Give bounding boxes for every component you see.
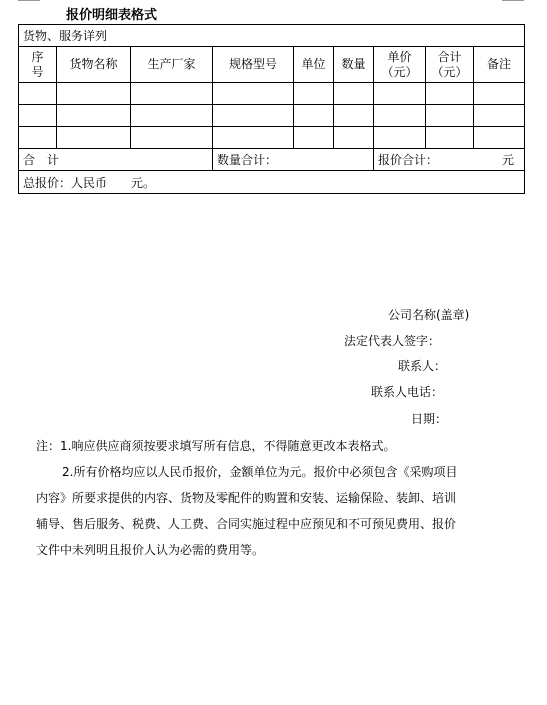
- price-total-label: 报价合计：: [378, 153, 439, 167]
- table-cell: [57, 105, 131, 127]
- section-label: 货物、服务详列: [19, 25, 525, 47]
- blank-rows: [19, 83, 525, 149]
- table-cell: [334, 105, 374, 127]
- header-text: 生产厂家: [147, 57, 196, 71]
- table-cell: [131, 105, 213, 127]
- header-row: [19, 47, 525, 83]
- header-text: 合计: [437, 49, 462, 64]
- header-cell: [19, 47, 57, 83]
- table-cell: [474, 105, 525, 127]
- total-label: 合 计: [19, 149, 213, 171]
- table-cell: [426, 105, 474, 127]
- note-line-3: 内容》所要求提供的内容、货物及零配件的购置和安装、运输保险、装卸、培训: [36, 491, 457, 505]
- note-line-5: 文件中未列明且报价人认为必需的费用等。: [36, 543, 265, 557]
- table-cell: [294, 127, 334, 149]
- price-total-cell: [374, 149, 525, 171]
- table-cell: [57, 127, 131, 149]
- table-row: [19, 127, 525, 149]
- header-text: 数量: [341, 57, 366, 71]
- table-cell: [334, 83, 374, 105]
- table-cell: [131, 83, 213, 105]
- table-cell: [334, 127, 374, 149]
- quantity-total-label: 数量合计：: [213, 149, 374, 171]
- page-title: 报价明细表格式: [66, 8, 158, 23]
- table-cell: [213, 127, 294, 149]
- note-line-1: 注：1.响应供应商须按要求填写所有信息，不得随意更改本表格式。: [36, 439, 396, 453]
- header-cell: [57, 47, 131, 83]
- header-cell: [294, 47, 334, 83]
- table-cell: [19, 83, 57, 105]
- header-cell: [131, 47, 213, 83]
- corner-mark-left: [18, 0, 40, 1]
- note-line-4: 辅导、售后服务、税费、人工费、合同实施过程中应预见和不可预见费用、报价: [36, 517, 457, 531]
- table-cell: [474, 127, 525, 149]
- header-text: （元）: [381, 64, 418, 79]
- table-cell: [374, 83, 426, 105]
- table-cell: [131, 127, 213, 149]
- table-cell: [374, 127, 426, 149]
- grand-total-row: [19, 171, 525, 194]
- table-cell: [294, 83, 334, 105]
- header-text: 备注: [487, 57, 512, 71]
- contact-label: 联系人：: [398, 359, 447, 373]
- table-row: [19, 105, 525, 127]
- note-line-2: 2.所有价格均应以人民币报价，金额单位为元。报价中必须包含《采购项目: [62, 465, 458, 479]
- quote-detail-table: [18, 24, 525, 194]
- table-cell: [19, 127, 57, 149]
- table-cell: [474, 83, 525, 105]
- header-cell: [426, 47, 474, 83]
- company-name-label: 公司名称(盖章): [388, 308, 470, 322]
- table-cell: [57, 83, 131, 105]
- header-text: 号: [31, 64, 44, 79]
- legal-rep-label: 法定代表人签字：: [344, 334, 441, 348]
- header-text: 单价: [387, 49, 412, 64]
- header-text: 单位: [301, 57, 326, 71]
- header-text: （元）: [431, 64, 468, 79]
- header-text: 规格型号: [228, 57, 277, 71]
- table-cell: [294, 105, 334, 127]
- table-cell: [19, 105, 57, 127]
- header-cell: [213, 47, 294, 83]
- contact-phone-label: 联系人电话：: [371, 385, 444, 399]
- header-cell: [374, 47, 426, 83]
- header-cell: [334, 47, 374, 83]
- table-cell: [213, 105, 294, 127]
- header-cell: [474, 47, 525, 83]
- total-row: [19, 149, 525, 171]
- date-label: 日期：: [411, 412, 448, 426]
- section-row: [19, 25, 525, 47]
- price-total-unit: 元: [502, 153, 515, 167]
- header-text: 货物名称: [69, 57, 118, 71]
- header-text: 序: [31, 49, 44, 64]
- table-cell: [374, 105, 426, 127]
- table-cell: [426, 127, 474, 149]
- corner-mark-right: [502, 0, 524, 1]
- table-cell: [213, 83, 294, 105]
- grand-total-label: 总报价：人民币 元。: [19, 171, 525, 194]
- table-cell: [426, 83, 474, 105]
- table-row: [19, 83, 525, 105]
